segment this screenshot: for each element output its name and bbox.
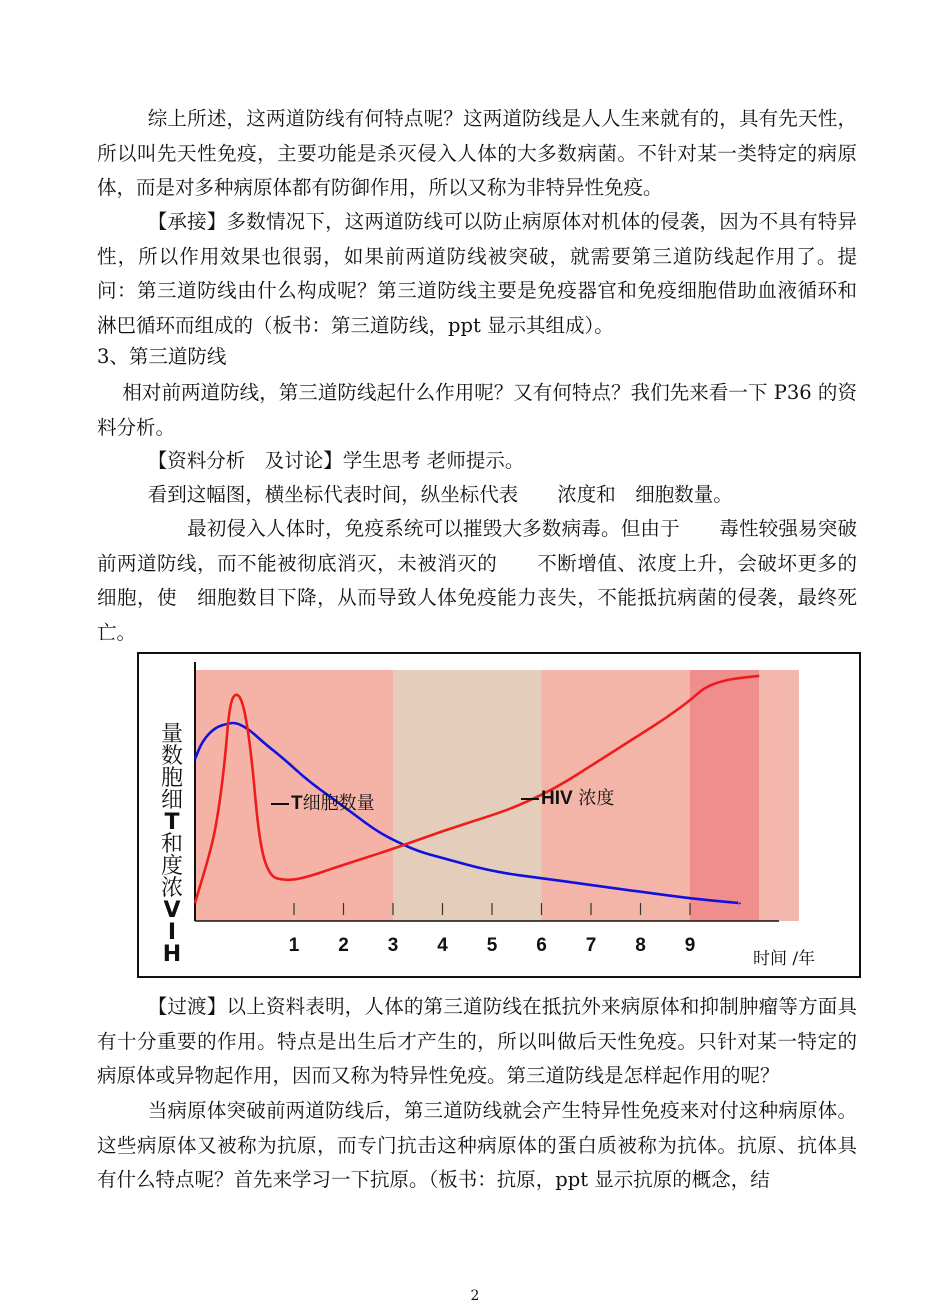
y-axis-label-char: I — [167, 920, 177, 945]
y-axis-label-char: 细 — [160, 788, 183, 813]
x-tick-label-3: 3 — [387, 935, 399, 956]
series-label-t-cell: T细胞数量 — [291, 793, 375, 814]
series-label-hiv: HIV 浓度 — [541, 788, 615, 809]
y-axis-label-char: 度 — [160, 854, 183, 879]
y-axis-label-char: 浓 — [160, 876, 183, 901]
paragraph-transition-question: 【承接】多数情况下，这两道防线可以防止病原体对机体的侵袭，因为不具有特异性，所以作用效果也很弱，如果前两道防线被突破，就需要第三道防线起作用了。提问：第三道防线由什么构成呢？第三道防线主要是免疫器官和免疫细胞借助血液循环和淋巴循环而组成的（板书：第三道防线，ppt 显示其组成）。 — [97, 210, 857, 337]
paragraph-summary: 综上所述，这两道防线有何特点呢？这两道防线是人人生来就有的，具有先天性，所以叫先天性免疫，主要功能是杀灭侵入人体的大多数病菌。不针对某一类特定的病原体，而是对多种病原体都有防御作用，所以又称为非特异性免疫。 — [97, 107, 857, 199]
phase-band-4 — [690, 670, 759, 921]
paragraph-antigen-antibody: 当病原体突破前两道防线后，第三道防线就会产生特异性免疫来对付这种病原体。这些病原体又被称为抗原，而专门抗击这种病原体的蛋白质被称为抗体。抗原、抗体具有什么特点呢？首先来学习一下抗原。（板书：抗原，ppt 显示抗原的概念，结 — [97, 1099, 857, 1191]
y-axis-label-char: 数 — [160, 744, 183, 769]
paragraph-transition-acquired: 【过渡】以上资料表明，人体的第三道防线在抵抗外来病原体和抑制肿瘤等方面具有十分重要的作用。特点是出生后才产生的，所以叫做后天性免疫。只针对某一特定的病原体或异物起作用，因而又称为特异性免疫。第三道防线是怎样起作用的呢？ — [97, 995, 857, 1087]
section-heading: 3、第三道防线 — [97, 345, 227, 368]
phase-band-2 — [393, 670, 542, 921]
y-axis-label-char: V — [163, 898, 181, 923]
x-tick-label-9: 9 — [684, 935, 696, 956]
y-axis-label-char: H — [162, 942, 182, 967]
x-tick-label-6: 6 — [536, 935, 547, 956]
y-axis-label-char: 和 — [160, 832, 183, 857]
y-axis-label-char: 量 — [160, 722, 183, 747]
paragraph-infection-process: 最初侵入人体时，免疫系统可以摧毁大多数病毒。但由于 毒性较强易突破前两道防线，而不能被彻底消灭，未被消灭的 不断增值、浓度上升，会破坏更多的 细胞，使 细胞数目下降，从而导致人体免疫能力丧失，不能抵抗病菌的侵袭，最终死亡。 — [97, 517, 877, 644]
x-tick-label-8: 8 — [635, 935, 646, 956]
y-axis-label-char: T — [164, 810, 180, 835]
x-tick-label-4: 4 — [437, 935, 448, 956]
page-number: 2 — [470, 1288, 480, 1304]
x-axis-label: 时间 /年 — [753, 949, 816, 969]
hiv-tcell-chart — [137, 652, 861, 978]
phase-band-5 — [759, 670, 799, 921]
x-tick-label-1: 1 — [288, 935, 300, 956]
paragraph-third-line-intro: 相对前两道防线，第三道防线起什么作用呢？又有何特点？我们先来看一下 P36 的资料分析。 — [97, 381, 857, 439]
chart-canvas — [139, 654, 859, 976]
x-tick-label-5: 5 — [486, 935, 498, 956]
y-axis-label-char: 胞 — [160, 766, 183, 791]
paragraph-data-analysis: 【资料分析 及讨论】学生思考 老师提示。 — [147, 449, 525, 472]
x-tick-label-2: 2 — [338, 935, 349, 956]
paragraph-axes-explanation: 看到这幅图，横坐标代表时间，纵坐标代表 浓度和 细胞数量。 — [147, 483, 733, 506]
x-tick-label-7: 7 — [585, 935, 597, 956]
